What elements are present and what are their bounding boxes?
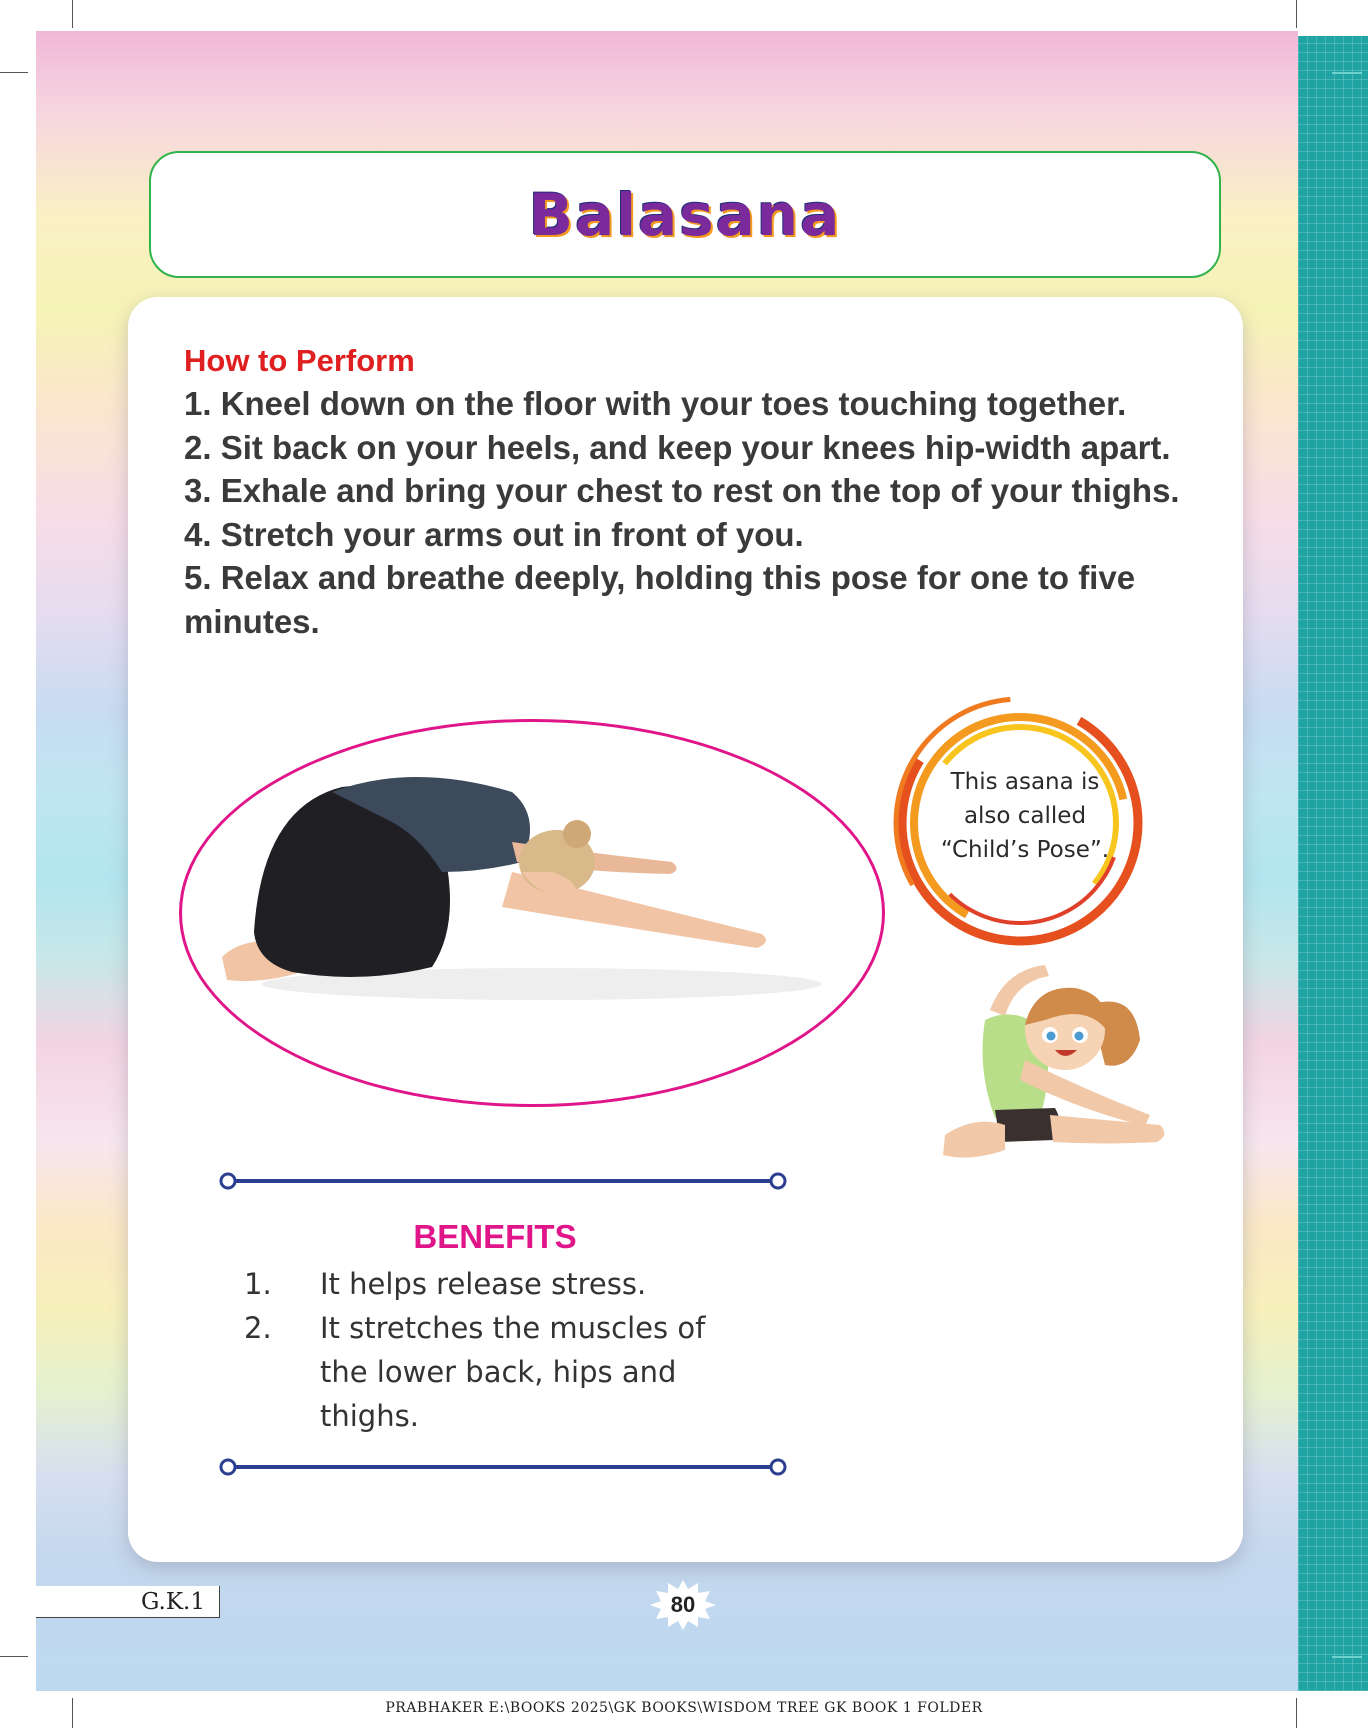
divider-line — [218, 1457, 788, 1477]
side-strip — [1298, 36, 1368, 1691]
benefit-item — [244, 1306, 714, 1438]
benefit-number: 1. — [244, 1267, 272, 1301]
title-box — [149, 151, 1221, 278]
print-footer: PRABHAKER E:\BOOKS 2025\GK BOOKS\WISDOM TREE GK BOOK 1 FOLDER — [385, 1700, 983, 1716]
childs-pose-illustration — [182, 722, 882, 1104]
callout-text — [925, 765, 1125, 867]
step-item: 5. Relax and breathe deeply, holding this pose for one to five minutes. — [184, 559, 1136, 640]
steps-list — [184, 382, 1214, 643]
strip-mark — [1332, 1656, 1362, 1658]
benefits-list — [244, 1262, 714, 1438]
step-item: 4. Stretch your arms out in front of you. — [184, 515, 804, 553]
strip-mark — [1332, 72, 1362, 74]
step-item: 2. Sit back on your heels, and keep your knees hip-width apart. — [184, 428, 1171, 466]
step-item: 1. Kneel down on the floor with your toes touching together. — [184, 385, 1127, 422]
divider-line — [218, 1171, 788, 1191]
step-item: 3. Exhale and bring your chest to rest on the top of your thighs. — [184, 472, 1180, 509]
pose-photo-frame — [179, 719, 885, 1107]
crop-mark — [0, 1656, 28, 1657]
benefit-number: 2. — [244, 1311, 272, 1345]
crop-mark — [0, 72, 28, 73]
page-number: 80 — [670, 1592, 696, 1617]
benefit-text: It helps release stress. — [320, 1267, 647, 1301]
crop-mark — [1296, 0, 1297, 28]
page-title: Balasana — [528, 180, 842, 249]
crop-mark — [72, 0, 73, 28]
callout-line: “Child’s Pose”. — [940, 837, 1110, 863]
book-label: G.K.1 — [36, 1586, 220, 1618]
how-to-heading: How to Perform — [184, 343, 415, 378]
benefit-text: It stretches the muscles of the lower back, hips and thighs. — [320, 1311, 706, 1433]
callout-line: also called — [963, 803, 1087, 829]
benefits-heading: BENEFITS — [413, 1218, 577, 1255]
benefit-item — [244, 1262, 714, 1306]
cartoon-girl-illustration — [925, 950, 1185, 1180]
callout-line: This asana is — [950, 769, 1100, 795]
